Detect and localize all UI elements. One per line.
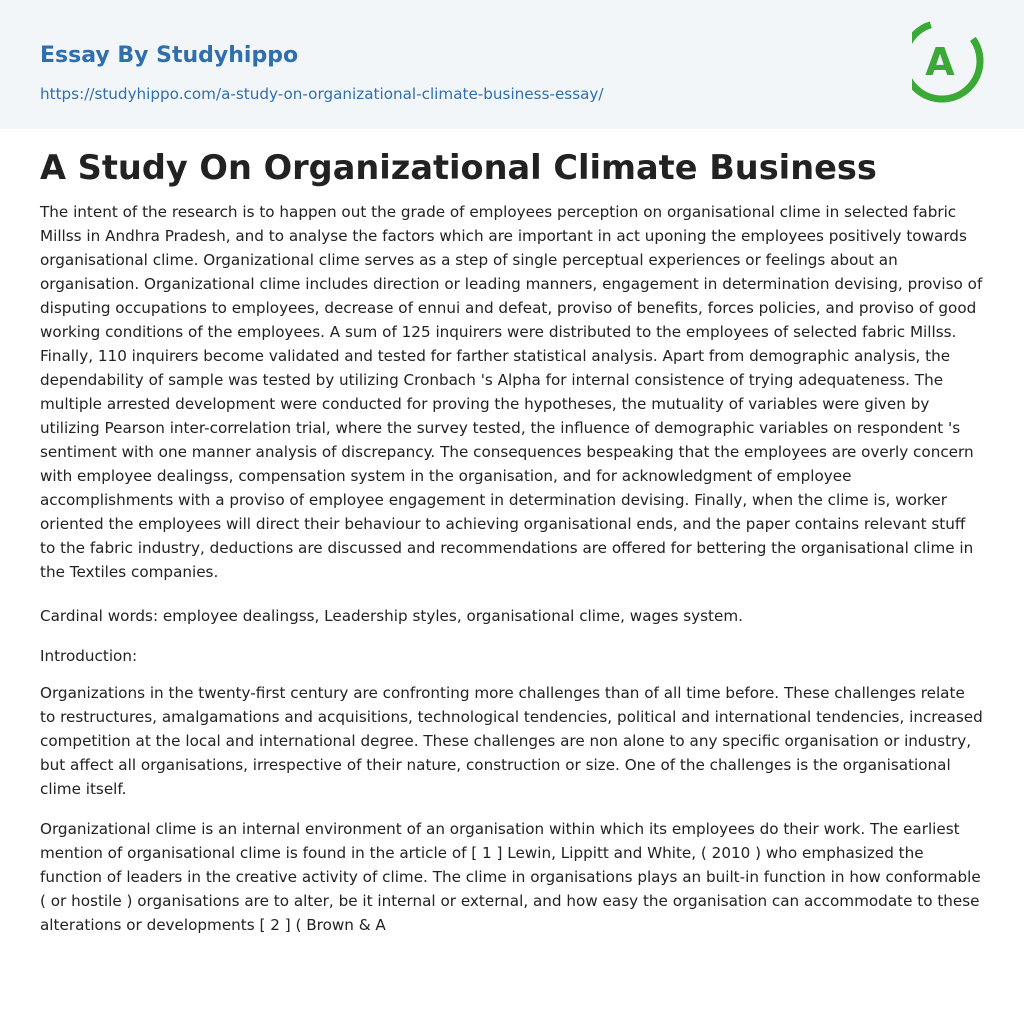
page-url-link[interactable]: https://studyhippo.com/a-study-on-organizational-climate-business-essay/ — [40, 85, 604, 103]
paragraph-abstract: The intent of the research is to happen out the grade of employees perception on organisational clime in selected fabric Millss in Andhra Pradesh, and to analyse the factors which are important in act uponing the employees positively towards organisational clime. Organizational clime serves as a step of single perceptual experiences or feelings about an organisation. Organizational clime includes direction or leading manners, engagement in determination devising, proviso of disputing occupations to employees, decrease of ennui and defeat, proviso of benefits, forces policies, and proviso of good working conditions of the employees. A sum of 125 inquirers were distributed to the employees of selected fabric Millss. Finally, 110 inquirers become validated and tested for farther statistical analysis. Apart from demographic analysis, the dependability of sample was tested by utilizing Cronbach 's Alpha for internal consistence of trying adequateness. The multiple arrested development were conducted for proving the hypotheses, the mutuality of variables were given by utilizing Pearson inter-correlation trial, where the survey tested, the influence of demographic variables on respondent 's sentiment with one manner analysis of discrepancy. The consequences bespeaking that the employees are overly concern with employee dealingss, compensation system in the organisation, and for acknowledgment of employee accomplishments with a proviso of employee engagement in determination devising. Finally, when the clime is, worker oriented the employees will direct their behaviour to achieving organisational ends, and the paper contains relevant stuff to the fabric industry, deductions are discussed and recommendations are offered for bettering the organisational clime in the Textiles companies. — [40, 203, 983, 581]
article-title: A Study On Organizational Climate Business — [40, 148, 877, 187]
site-name[interactable]: Essay By Studyhippo — [40, 43, 299, 68]
article-body — [40, 200, 984, 937]
paragraph-climate-definition: Organizational clime is an internal environment of an organisation within which its employees do their work. The earliest mention of organisational clime is found in the article of [ 1 ] Lewin, Lippitt and White, ( 2010 ) who emphasized the function of leaders in the creative activity of clime. The clime in organisations plays an built-in function in how conformable ( or hostile ) organisations are to alter, be it internal or external, and how easy the organisation can accommodate to these alterations or developments [ 2 ] ( Brown & A — [40, 820, 981, 934]
section-heading-introduction: Introduction: — [40, 647, 138, 665]
paragraph-keywords: Cardinal words: employee dealingss, Leadership styles, organisational clime, wages system. — [40, 607, 743, 625]
site-header — [0, 0, 1024, 129]
paragraph-introduction: Organizations in the twenty-first century are confronting more challenges than of all time before. These challenges relate to restructures, amalgamations and acquisitions, technological tendencies, political and international tendencies, increased competition at the local and international degree. These challenges are non alone to any specific organisation or industry, but affect all organisations, irrespective of their nature, construction or size. One of the challenges is the organisational clime itself. — [40, 684, 983, 798]
site-logo-icon[interactable] — [912, 19, 986, 105]
logo-letter: A — [925, 40, 955, 84]
